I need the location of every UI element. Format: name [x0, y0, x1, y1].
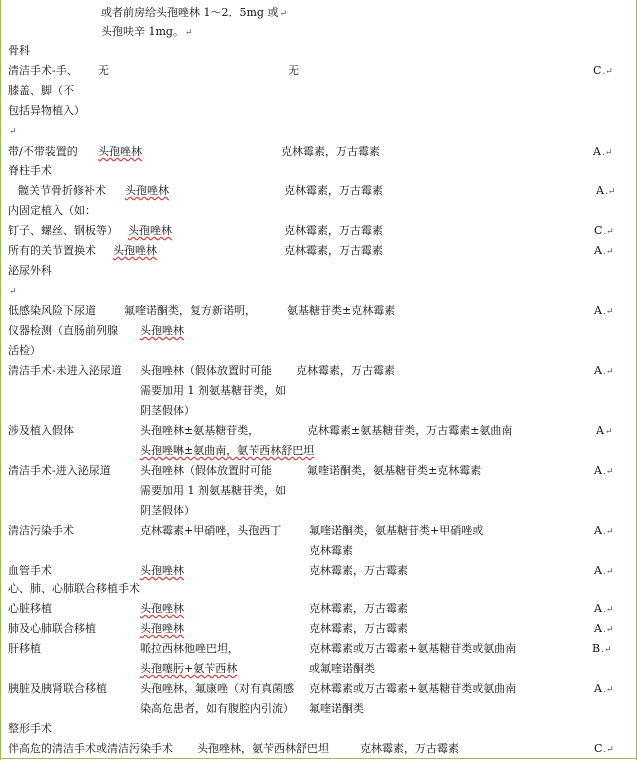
- row-4-c2: 头孢唑林: [113, 244, 157, 257]
- row-1-c4: A.↵: [593, 145, 613, 158]
- row-15-c3-1: 氟喹诺酮类: [309, 702, 364, 715]
- row-11-c4: A.↵: [594, 564, 614, 577]
- row-11-c2: 头孢唑林: [140, 564, 184, 577]
- row-3-c4: C.↵: [594, 224, 614, 237]
- section-ortho: 骨科: [8, 44, 30, 57]
- row-8-c3: 克林霉素±氨基糖苷类，万古霉素±氨曲南: [307, 424, 513, 437]
- row-14-c2-0: 哌拉西林他唑巴坦，: [140, 642, 239, 655]
- row-15-c4: A.↵: [594, 682, 614, 695]
- row-14-c1: 肝移植: [8, 642, 41, 655]
- row-4-c1: 所有的关节置换术: [8, 244, 96, 257]
- row-8-c2-0: 头孢唑林±氨基糖苷类，: [140, 424, 260, 437]
- row-13-c1: 肺及心肺联合移植: [8, 622, 96, 635]
- section-transplant: 心、肺、心肺联合移植手术: [8, 582, 140, 595]
- row-9-c2-2: 阴茎假体）: [140, 504, 195, 517]
- row-11-c1: 血管手术: [8, 564, 52, 577]
- mark: ↵: [9, 127, 17, 137]
- row-10-c1: 清洁污染手术: [8, 524, 74, 537]
- row-14-c4: B.↵: [592, 642, 612, 655]
- row-8-c4: A↵: [596, 424, 613, 437]
- row-15-c1: 胰脏及胰肾联合移植: [8, 682, 107, 695]
- row-9-c3: 氟喹诺酮类，氨基糖苷类±克林霉素: [307, 464, 482, 477]
- row-11-c3: 克林霉素，万古霉素: [309, 564, 408, 577]
- table-border-bottom: [0, 758, 637, 759]
- row-7-c2-2: 阴茎假体）: [140, 404, 195, 417]
- row-12-c3: 克林霉素，万古霉素: [309, 602, 408, 615]
- row-1-c3: 克林霉素，万古霉素: [281, 145, 380, 158]
- row-9-c2-0: 头孢唑林（假体放置时可能: [140, 464, 272, 477]
- row-14-c3-1: 或氟喹诺酮类: [309, 662, 375, 675]
- row-0-c3: 无: [288, 64, 299, 77]
- table-border-left: [0, 0, 1, 760]
- row-2-c2: 头孢唑林: [125, 184, 169, 197]
- row-16-c1: 伴高危的清洁手术或清洁污染手术: [8, 742, 173, 755]
- row-3-c2: 头孢唑林: [128, 224, 172, 237]
- row-12-c1: 心脏移植: [8, 602, 52, 615]
- row-5-c4: A.↵: [594, 304, 614, 317]
- row-12-c4: A.↵: [594, 602, 614, 615]
- row-13-c4: A.↵: [594, 622, 614, 635]
- row-4-c3: 克林霉素，万古霉素: [284, 244, 383, 257]
- row-9-c1: 清洁手术-进入泌尿道: [8, 464, 111, 477]
- row-2-c1: 髋关节骨折修补术: [18, 184, 106, 197]
- intro-line-2: 头孢呋辛 1mg。↵: [101, 25, 193, 38]
- row-10-c3-1: 克林霉素: [309, 544, 353, 557]
- row-0-c1-2: 包括异物植入）: [8, 104, 85, 117]
- row-3-c1-1: 钉子、螺丝、钢板等）: [8, 224, 118, 237]
- row-10-c4: A.↵: [594, 524, 614, 537]
- row-7-c4: A.↵: [594, 364, 614, 377]
- row-16-c3: 克林霉素，万古霉素: [360, 742, 459, 755]
- row-7-c3: 克林霉素，万古霉素: [296, 364, 395, 377]
- row-0-c2: 无: [98, 64, 109, 77]
- row-0-c4: C.↵: [593, 64, 613, 77]
- row-6-c1-0: 仪器检测（直肠前列腺: [8, 324, 118, 337]
- row-0-c1-1: 膝盖、脚（不: [8, 84, 74, 97]
- row-2-c3: 克林霉素，万古霉素: [284, 184, 383, 197]
- row-12-c2: 头孢唑林: [140, 602, 184, 615]
- row-16-c4: C.↵: [594, 742, 614, 755]
- row-7-c2-0: 头孢唑林（假体放置时可能: [140, 364, 272, 377]
- mark: ↵: [9, 287, 17, 297]
- row-7-c2-1: 需要加用 1 剂氨基糖苷类，如: [140, 384, 286, 397]
- row-14-c3-0: 克林霉素或万古霉素+氨基糖苷类或氨曲南: [309, 642, 517, 655]
- row-1-c1: 带/不带装置的: [8, 145, 78, 158]
- row-8-c2-1: 头孢唑啉±氨曲南，氨苄西林舒巴坦: [140, 444, 315, 457]
- row-9-c2-1: 需要加用 1 剂氨基糖苷类，如: [140, 484, 286, 497]
- row-15-c2-0: 头孢唑林，氟康唑（对有真菌感: [140, 682, 294, 695]
- row-3-c1-0: 内固定植入（如：: [8, 204, 96, 217]
- row-8-c1: 涉及植入假体: [8, 424, 74, 437]
- row-13-c3: 克林霉素，万古霉素: [309, 622, 408, 635]
- row-9-c4: A.↵: [594, 464, 614, 477]
- row-5-c2: 氟喹诺酮类，复方新诺明，: [124, 304, 256, 317]
- row-6-c2: 头孢唑林: [140, 324, 184, 337]
- row-16-c2: 头孢唑林，氨苄西林舒巴坦: [197, 742, 329, 755]
- row-0-c1-0: 清洁手术-手、: [8, 64, 78, 77]
- row-5-c1: 低感染风险下尿道: [8, 304, 96, 317]
- row-10-c2: 克林霉素+甲硝唑，头孢西丁: [140, 524, 282, 537]
- row-13-c2: 头孢唑林: [140, 622, 184, 635]
- row-5-c3: 氨基糖苷类±克林霉素: [287, 304, 396, 317]
- row-15-c2-1: 染高危患者，如有腹腔内引流）: [140, 702, 294, 715]
- row-10-c3-0: 氟喹诺酮类，氨基糖苷类+甲硝唑或: [309, 524, 484, 537]
- row-3-c3: 克林霉素，万古霉素: [284, 224, 383, 237]
- row-7-c1: 清洁手术-未进入泌尿道: [8, 364, 122, 377]
- row-14-c2-1: 头孢噻肟+氨苄西林: [140, 662, 238, 675]
- section-spine: 脊柱手术: [8, 164, 52, 177]
- row-1-c2: 头孢唑林: [98, 145, 142, 158]
- section-urology: 泌尿外科: [8, 264, 52, 277]
- section-plastic: 整形手术: [8, 722, 52, 735]
- row-6-c1-1: 活检）: [8, 344, 41, 357]
- row-2-c4: A.↵: [596, 184, 616, 197]
- row-4-c4: A.↵: [594, 244, 614, 257]
- intro-line-1: 或者前房给头孢唑林 1～2．5mg 或↵: [101, 6, 288, 19]
- row-15-c3-0: 克林霉素或万古霉素+氨基糖苷类或氨曲南: [309, 682, 517, 695]
